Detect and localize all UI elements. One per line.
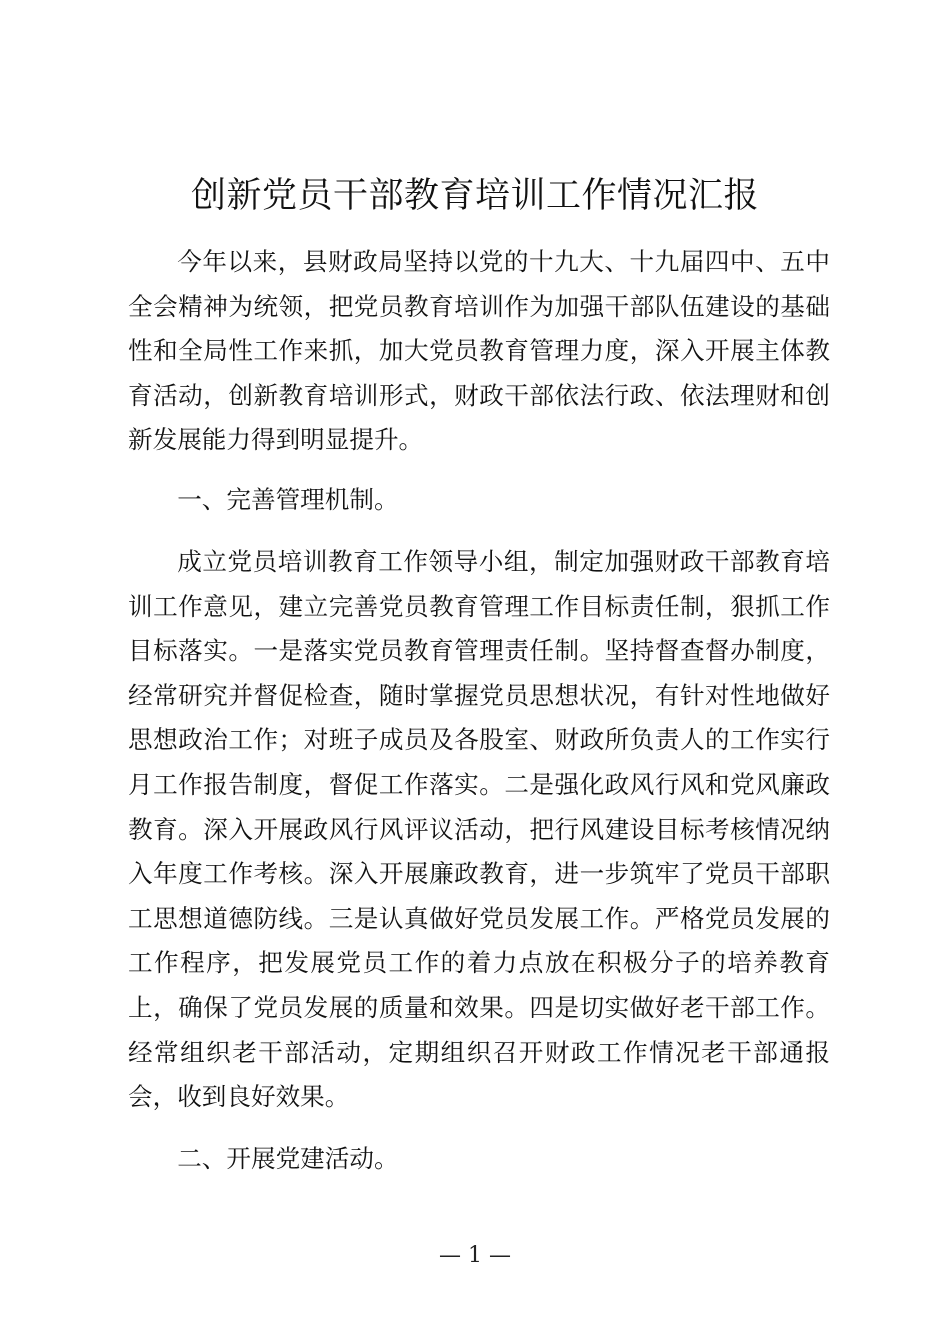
document-title: 创新党员干部教育培训工作情况汇报 [190, 176, 759, 216]
page-number: — 1 — [439, 1243, 511, 1268]
section-heading-1: 一、完善管理机制。 [177, 485, 399, 514]
intro-paragraph: 今年以来，县财政局坚持以党的十九大、十九届四中、五中全会精神为统领，把党员教育培训作为加强干部队伍建设的基础性和全局性工作来抓，加大党员教育管理力度，深入开展主体教育活动，创新教育培训形式，财政干部依法行政、依法理财和创新发展能力得到明显提升。 [128, 247, 830, 455]
section-heading-2: 二、开展党建活动。 [177, 1144, 399, 1173]
section-1-paragraph: 成立党员培训教育工作领导小组，制定加强财政干部教育培训工作意见，建立完善党员教育管理工作目标责任制，狠抓工作目标落实。一是落实党员教育管理责任制。坚持督查督办制度，经常研究并督促检查，随时掌握党员思想状况，有针对性地做好思想政治工作；对班子成员及各股室、财政所负责人的工作实行月工作报告制度，督促工作落实。二是强化政风行风和党风廉政教育。深入开展政风行风评议活动，把行风建设目标考核情况纳入年度工作考核。深入开展廉政教育，进一步筑牢了党员干部职工思想道德防线。三是认真做好党员发展工作。严格党员发展的工作程序，把发展党员工作的着力点放在积极分子的培养教育上，确保了党员发展的质量和效果。四是切实做好老干部工作。经常组织老干部活动，定期组织召开财政工作情况老干部通报会，收到良好效果。 [128, 547, 830, 1112]
